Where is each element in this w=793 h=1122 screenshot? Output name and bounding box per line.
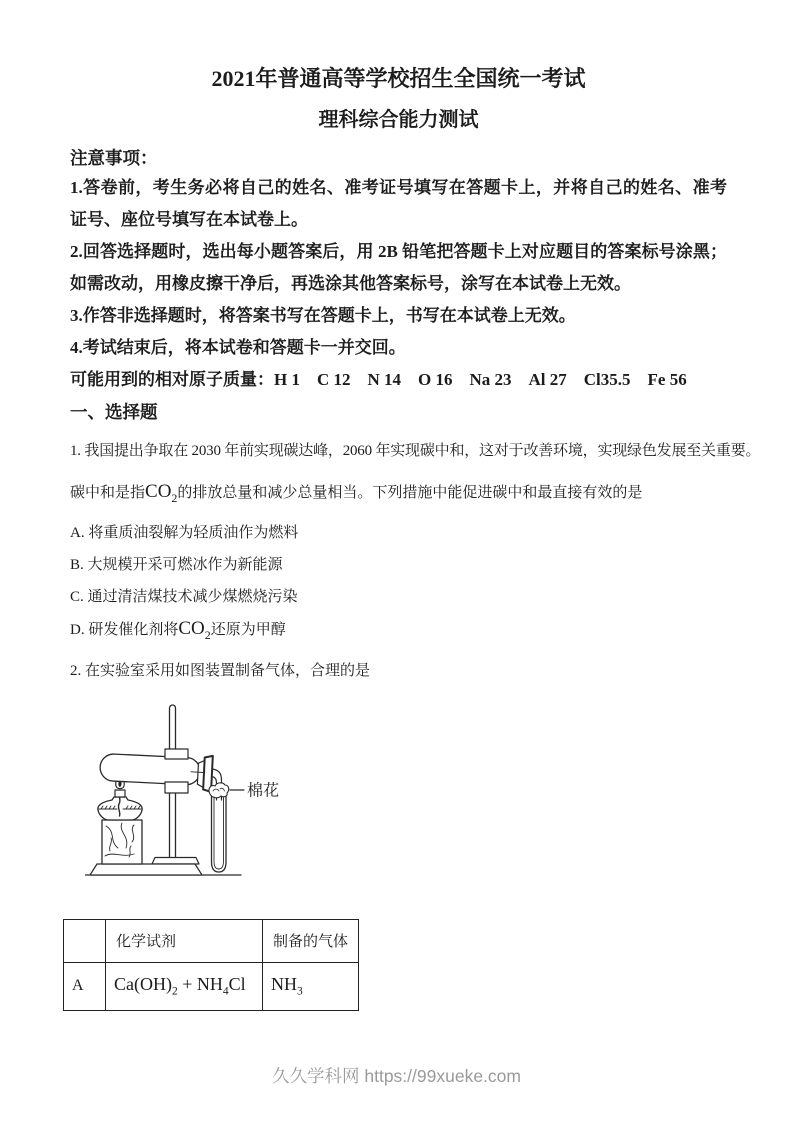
- reagent-part: + NH: [177, 974, 223, 995]
- co2-formula: [145, 481, 178, 505]
- wood-block: [102, 820, 142, 864]
- option-c: C. 通过清洁煤技术减少煤燃烧污染: [70, 588, 298, 605]
- collection-tube: [212, 791, 227, 872]
- page-title: 2021年普通高等学校招生全国统一考试: [211, 66, 586, 91]
- option-d-post: 还原为甲醇: [210, 621, 286, 638]
- question-1-line1: 1. 我国提出争取在 2030 年前实现碳达峰，2060 年实现碳中和，这对于改善环境，实现绿色发展至关重要。: [70, 443, 761, 459]
- watermark-footer: 久久学科网 https://99xueke.com: [272, 1066, 521, 1086]
- reagent-part: Ca(OH): [114, 974, 172, 995]
- notice-heading: 注意事项：: [70, 148, 158, 168]
- notice-item-1: 1.答卷前，考生务必将自己的姓名、准考证号填写在答题卡上，并将自己的姓名、准考证号、座位号填写在本试卷上。: [70, 178, 727, 229]
- table-header-row: [64, 919, 359, 962]
- q1-text-post: 的排放总量和减少总量相当。下列措施中能促进碳中和最直接有效的是: [177, 485, 643, 501]
- inner-delivery-line: [191, 771, 204, 772]
- table-row-a: [64, 962, 359, 1010]
- q1-text-pre: 碳中和是指: [70, 485, 146, 501]
- table-header-reagent: 化学试剂: [106, 919, 263, 962]
- option-d: [70, 616, 727, 648]
- reagent-cell: [106, 962, 263, 1010]
- row-label: A: [64, 962, 106, 1010]
- notice-item-2: 2.回答选择题时，选出每小题答案后，用 2B 铅笔把答题卡上对应题目的答案标号涂黑；如需改动，用橡皮擦干净后，再选涂其他答案标号，涂写在本试卷上无效。: [70, 242, 727, 293]
- co2-subscript: 2: [171, 490, 178, 505]
- question-1-line2: [70, 476, 727, 514]
- table-header-empty: [64, 919, 106, 962]
- co2-subscript-d: 2: [204, 627, 211, 642]
- gas-cell: [263, 962, 359, 1010]
- option-d-pre: D. 研发催化剂将: [70, 621, 179, 638]
- co2-formula-d: [178, 617, 211, 642]
- gas-part: NH: [271, 974, 297, 995]
- option-b: B. 大规模开采可燃冰作为新能源: [70, 556, 283, 573]
- notice-item-3: 3.作答非选择题时，将答案书写在答题卡上，书写在本试卷上无效。: [70, 306, 576, 325]
- reagent-sub: 4: [222, 985, 229, 998]
- question-1: [70, 436, 761, 648]
- answer-table: [63, 919, 359, 1011]
- cotton-label: 棉花: [247, 782, 280, 800]
- cotton-plug: [209, 782, 229, 797]
- page-subtitle: 理科综合能力测试: [318, 109, 479, 131]
- co2-base-d: CO: [178, 617, 205, 639]
- wick-holder: [115, 790, 125, 797]
- co2-base: CO: [145, 481, 172, 502]
- atomic-masses-line: 可能用到的相对原子质量：H 1 C 12 N 14 O 16 Na 23 Al 27 Cl35.5 Fe 56: [70, 370, 687, 389]
- question-2: 2. 在实验室采用如图装置制备气体，合理的是: [70, 662, 371, 679]
- option-a: A. 将重质油裂解为轻质油作为燃料: [70, 524, 299, 541]
- apparatus-diagram: [85, 699, 300, 881]
- reagent-part: Cl: [228, 974, 246, 995]
- table-header-gas: 制备的气体: [263, 919, 359, 962]
- section-heading: 一、选择题: [70, 402, 158, 422]
- reagent-sub: 2: [171, 985, 178, 998]
- notice-item-4: 4.考试结束后，将本试卷和答题卡一并交回。: [70, 338, 406, 357]
- gas-sub: 3: [297, 985, 303, 998]
